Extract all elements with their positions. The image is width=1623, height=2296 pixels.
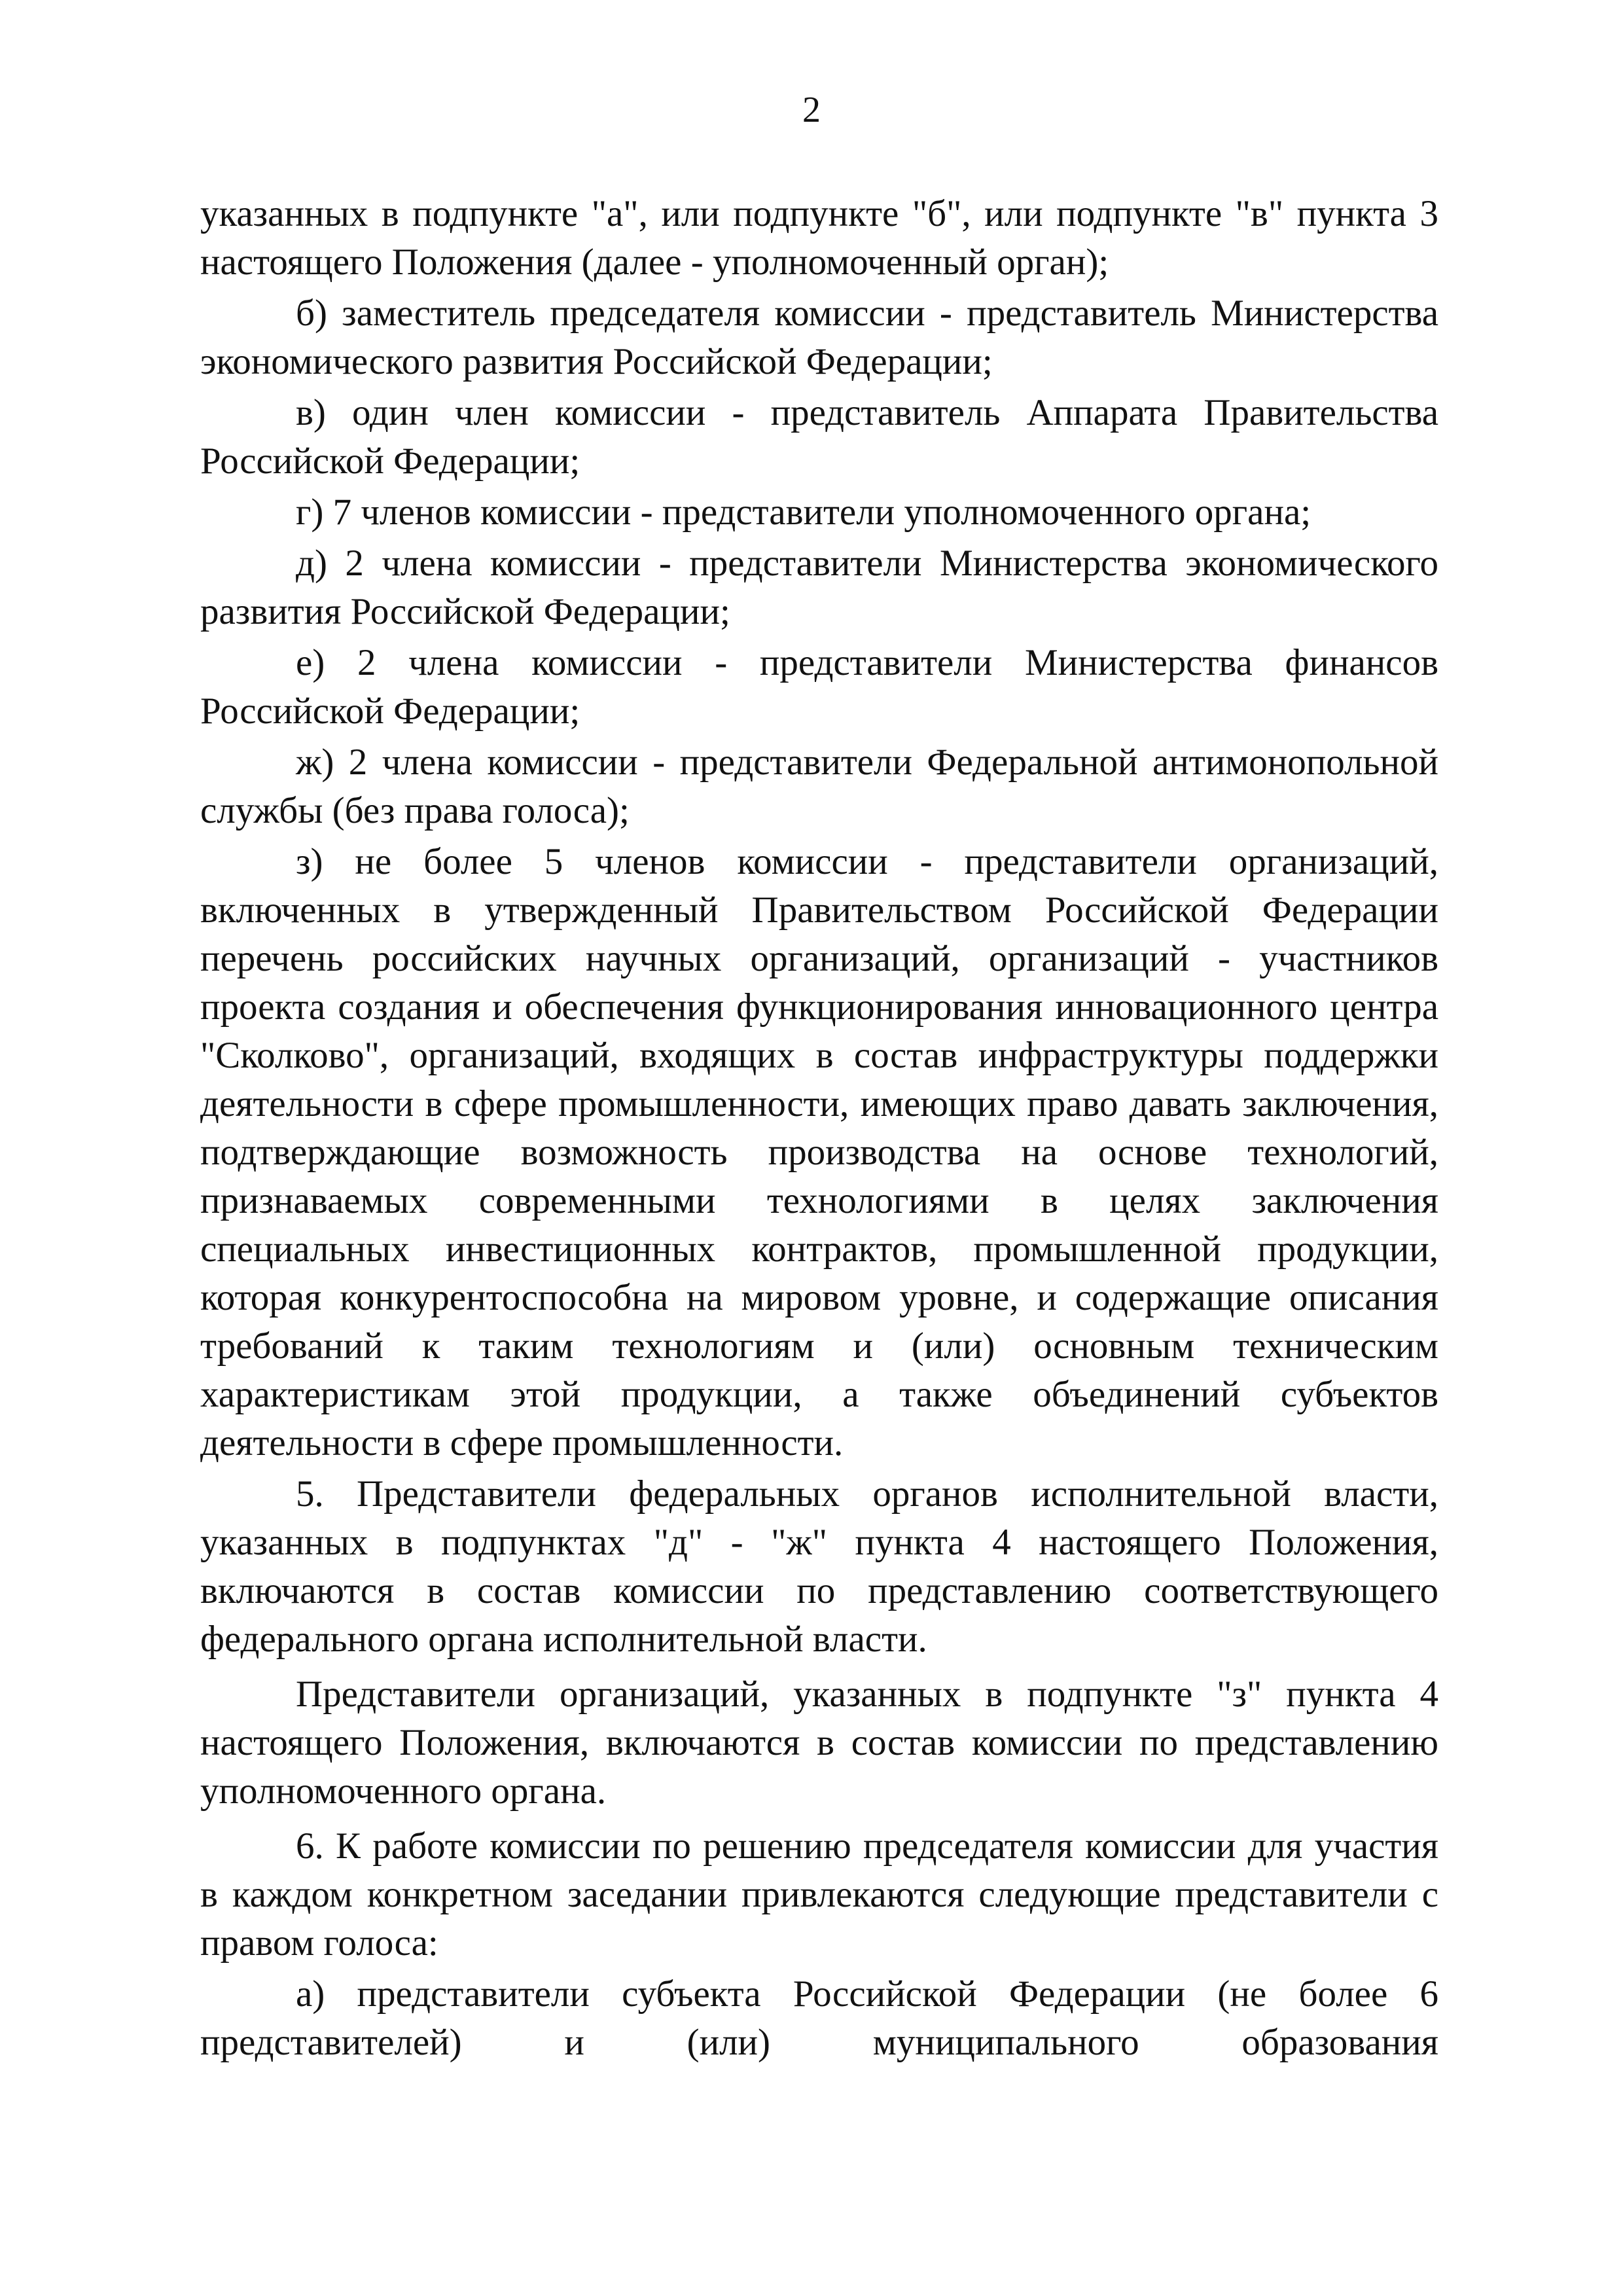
paragraph-item-v: в) один член комиссии - представитель Аппарата Правительства Российской Федерации; bbox=[200, 392, 1438, 482]
paragraph-item-g: г) 7 членов комиссии - представители уполномоченного органа; bbox=[296, 492, 1311, 533]
paragraph-continuation: указанных в подпункте "а", или подпункте "б", или подпункте "в" пункта 3 настоящего Положения (далее - уполномоченный орган); bbox=[200, 193, 1438, 283]
paragraph-clause-6: 6. К работе комиссии по решению председателя комиссии для участия в каждом конкретном заседании привлекаются следующие представители с правом голоса: bbox=[200, 1825, 1438, 1964]
paragraph-item-a: а) представители субъекта Российской Федерации (не более 6 представителей) и (или) муниципального образования bbox=[200, 1973, 1438, 2063]
page-number: 2 bbox=[802, 90, 821, 130]
paragraph-item-b: б) заместитель председателя комиссии - представитель Министерства экономического развития Российской Федерации; bbox=[200, 293, 1438, 382]
document-body bbox=[200, 190, 1438, 2067]
paragraph-item-zh: ж) 2 члена комиссии - представители Федеральной антимонопольной службы (без права голоса); bbox=[200, 742, 1438, 831]
paragraph-item-d: д) 2 члена комиссии - представители Министерства экономического развития Российской Федерации; bbox=[200, 543, 1438, 632]
paragraph-clause-5: 5. Представители федеральных органов исполнительной власти, указанных в подпунктах "д" - "ж" пункта 4 настоящего Положения, включаются в состав комиссии по представлению соответствующего федерального органа исполнительной власти. bbox=[200, 1473, 1438, 1660]
paragraph-item-z: з) не более 5 членов комиссии - представители организаций, включенных в утвержденный Правительством Российской Федерации перечень российских научных организаций, организаций - участников проекта создания и обеспечения функционирования инновационного центра "Сколково", организаций, входящих в состав инфраструктуры поддержки деятельности в сфере промышленности, имеющих право давать заключения, подтверждающие возможность производства на основе технологий, признаваемых современными технологиями в целях заключения специальных инвестиционных контрактов, промышленной продукции, которая конкурентоспособна на мировом уровне, и содержащие описания требований к таким технологиям и (или) основным техническим характеристикам этой продукции, а также объединений субъектов деятельности в сфере промышленности. bbox=[200, 841, 1438, 1463]
paragraph-item-e: е) 2 члена комиссии - представители Министерства финансов Российской Федерации; bbox=[200, 642, 1438, 732]
paragraph-clause-5-organizations: Представители организаций, указанных в подпункте "з" пункта 4 настоящего Положения, включаются в состав комиссии по представлению уполномоченного органа. bbox=[200, 1674, 1438, 1812]
